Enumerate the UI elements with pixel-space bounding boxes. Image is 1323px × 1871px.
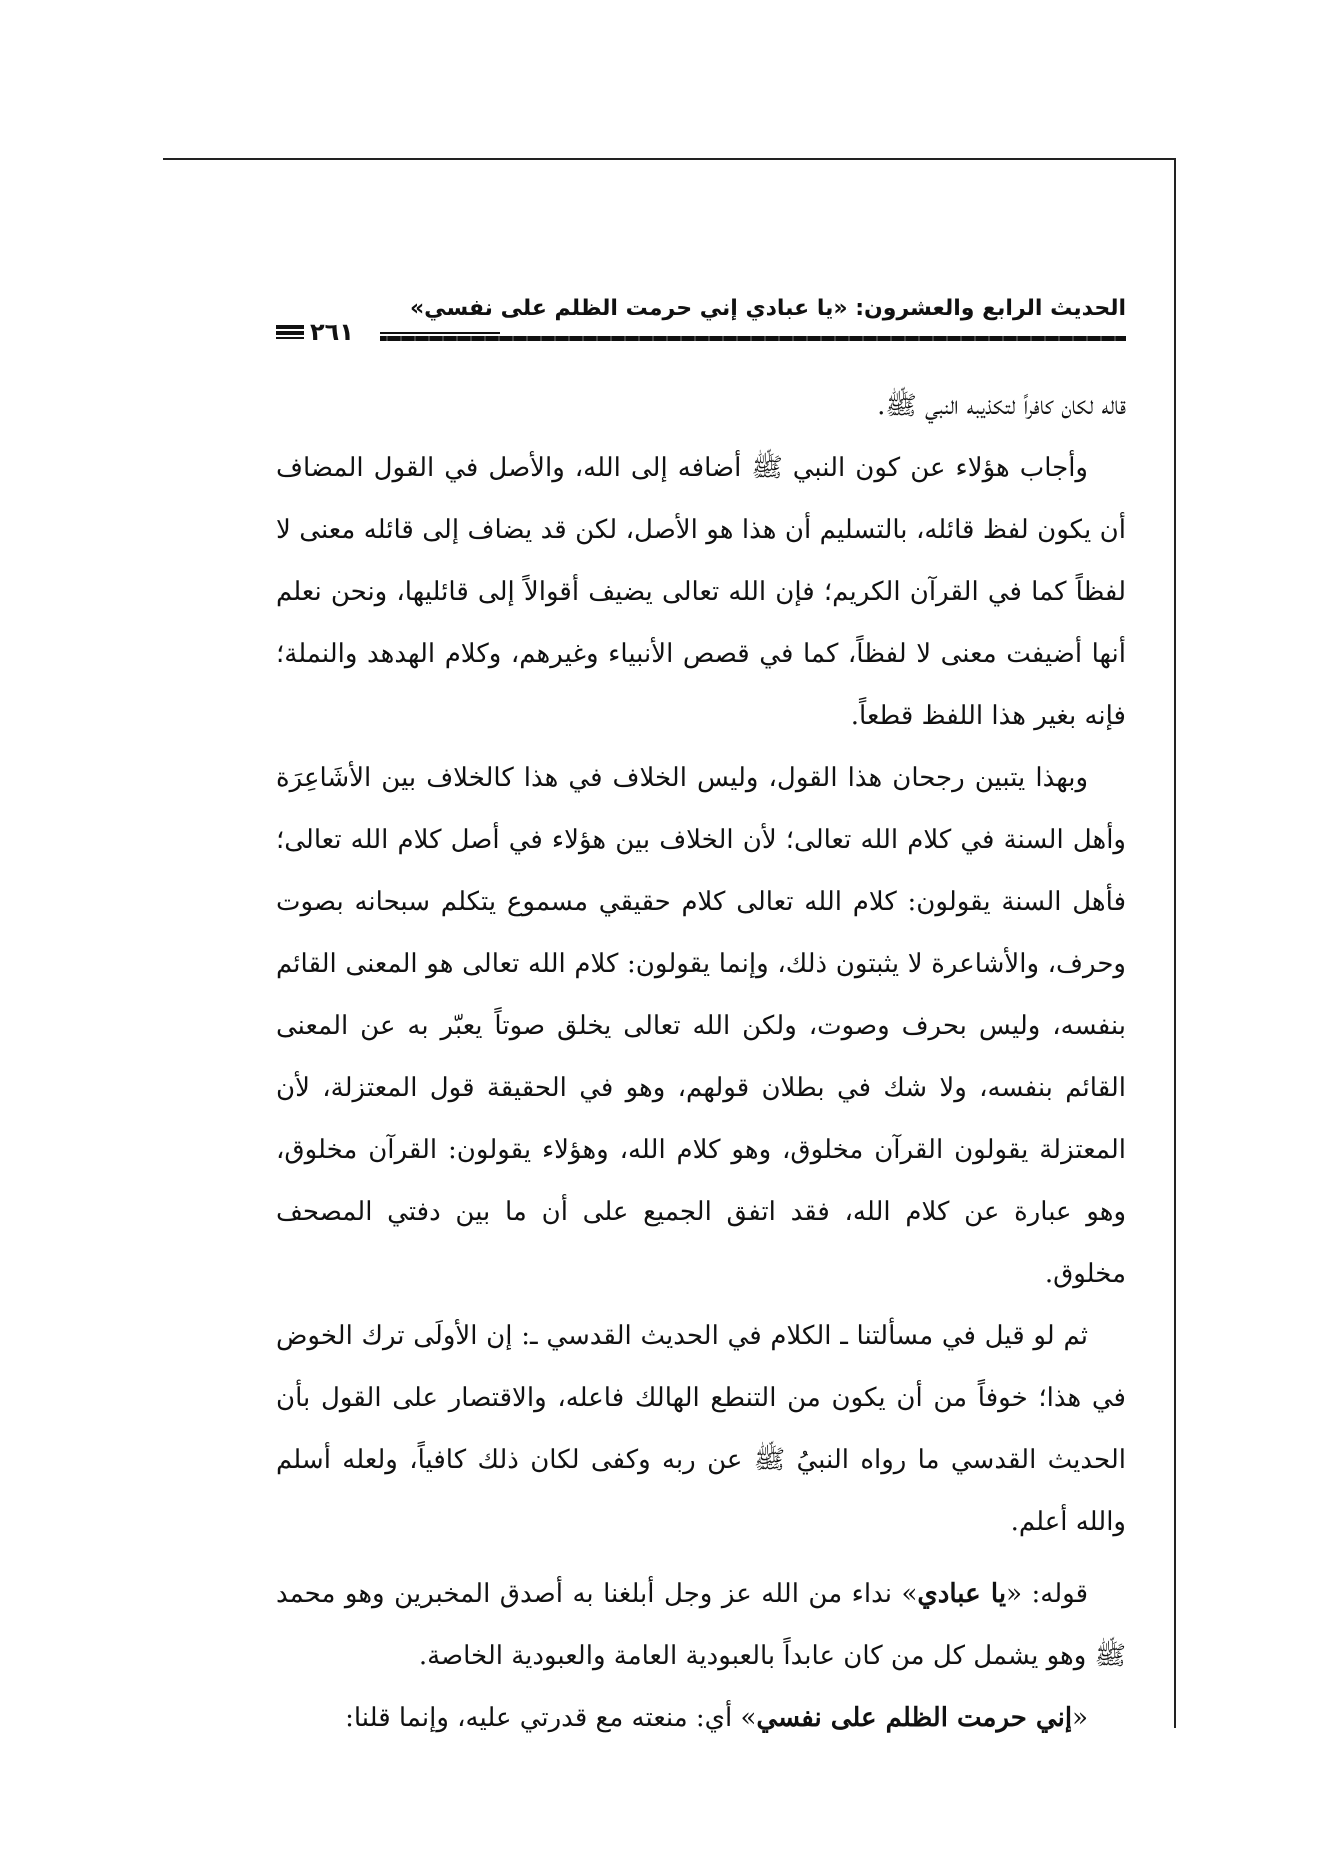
paragraph-6-text: » أي: منعته مع قدرتي عليه، وإنما قلنا: — [345, 1703, 757, 1733]
paragraph-6-prefix: « — [1072, 1703, 1088, 1733]
paragraph-2: وأجاب هؤلاء عن كون النبي ﷺ أضافه إلى الله، والأصل في القول المضاف أن يكون لفظ قائله، بالتسليم أن هذا هو الأصل، لكن قد يضاف إلى قائله معنى لا لفظاً كما في القرآن الكريم؛ فإن الله تعالى يضيف أقوالاً إلى قائليها، ونحن نعلم أنها أضيفت معنى لا لفظاً، كما في قصص الأنبياء وغيرهم، وكلام الهدهد والنملة؛ فإنه بغير هذا اللفظ قطعاً. — [276, 453, 1126, 731]
page-number — [276, 318, 354, 346]
right-border-rule — [1174, 158, 1176, 1728]
running-header — [276, 296, 1126, 352]
paragraph-4: ثم لو قيل في مسألتنا ـ الكلام في الحديث القدسي ـ: إن الأولَى ترك الخوض في هذا؛ خوفاً من أن يكون من التنطع الهالك فاعله، والاقتصار على القول بأن الحديث القدسي ما رواه النبيُ ﷺ عن ربه وكفى لكان ذلك كافياً، ولعله أسلم والله أعلم. — [276, 1321, 1126, 1537]
top-border-rule — [163, 158, 1175, 160]
paragraph-1: قاله لكان كافراً لتكذيبه النبي ﷺ. — [877, 391, 1126, 421]
paragraph-5 — [276, 1563, 1126, 1687]
running-header-title: الحديث الرابع والعشرون: «يا عبادي إني حرمت الظلم على نفسي» — [409, 296, 1126, 321]
paragraph-6 — [276, 1687, 1126, 1749]
paragraph-5-prefix: قوله: « — [1006, 1579, 1088, 1609]
header-thin-rule — [380, 332, 500, 334]
paragraph-5-text: » نداء من الله عز وجل أبلغنا به أصدق المخبرين وهو محمد ﷺ وهو يشمل كل من كان عابداً بالعبودية العامة والعبودية الخاصة. — [276, 1579, 1126, 1671]
page-number-value: ٢٦١ — [310, 318, 354, 346]
page-number-bars-icon — [276, 325, 304, 339]
header-decorative-rule — [380, 336, 1126, 341]
paragraph-5-quote: يا عبادي — [917, 1579, 1007, 1609]
paragraph-6-quote: إني حرمت الظلم على نفسي — [756, 1703, 1073, 1733]
paragraph-3: وبهذا يتبين رجحان هذا القول، وليس الخلاف في هذا كالخلاف بين الأشَاعِرَة وأهل السنة في كلام الله تعالى؛ لأن الخلاف بين هؤلاء في أصل كلام الله تعالى؛ فأهل السنة يقولون: كلام الله تعالى كلام حقيقي مسموع يتكلم سبحانه بصوت وحرف، والأشاعرة لا يثبتون ذلك، وإنما يقولون: كلام الله تعالى هو المعنى القائم بنفسه، وليس بحرف وصوت، ولكن الله تعالى يخلق صوتاً يعبّر به عن المعنى القائم بنفسه، ولا شك في بطلان قولهم، وهو في الحقيقة قول المعتزلة، لأن المعتزلة يقولون القرآن مخلوق، وهو كلام الله، وهؤلاء يقولون: القرآن مخلوق، وهو عبارة عن كلام الله، فقد اتفق الجميع على أن ما بين دفتي المصحف مخلوق. — [276, 763, 1126, 1289]
body-text — [276, 375, 1126, 1749]
